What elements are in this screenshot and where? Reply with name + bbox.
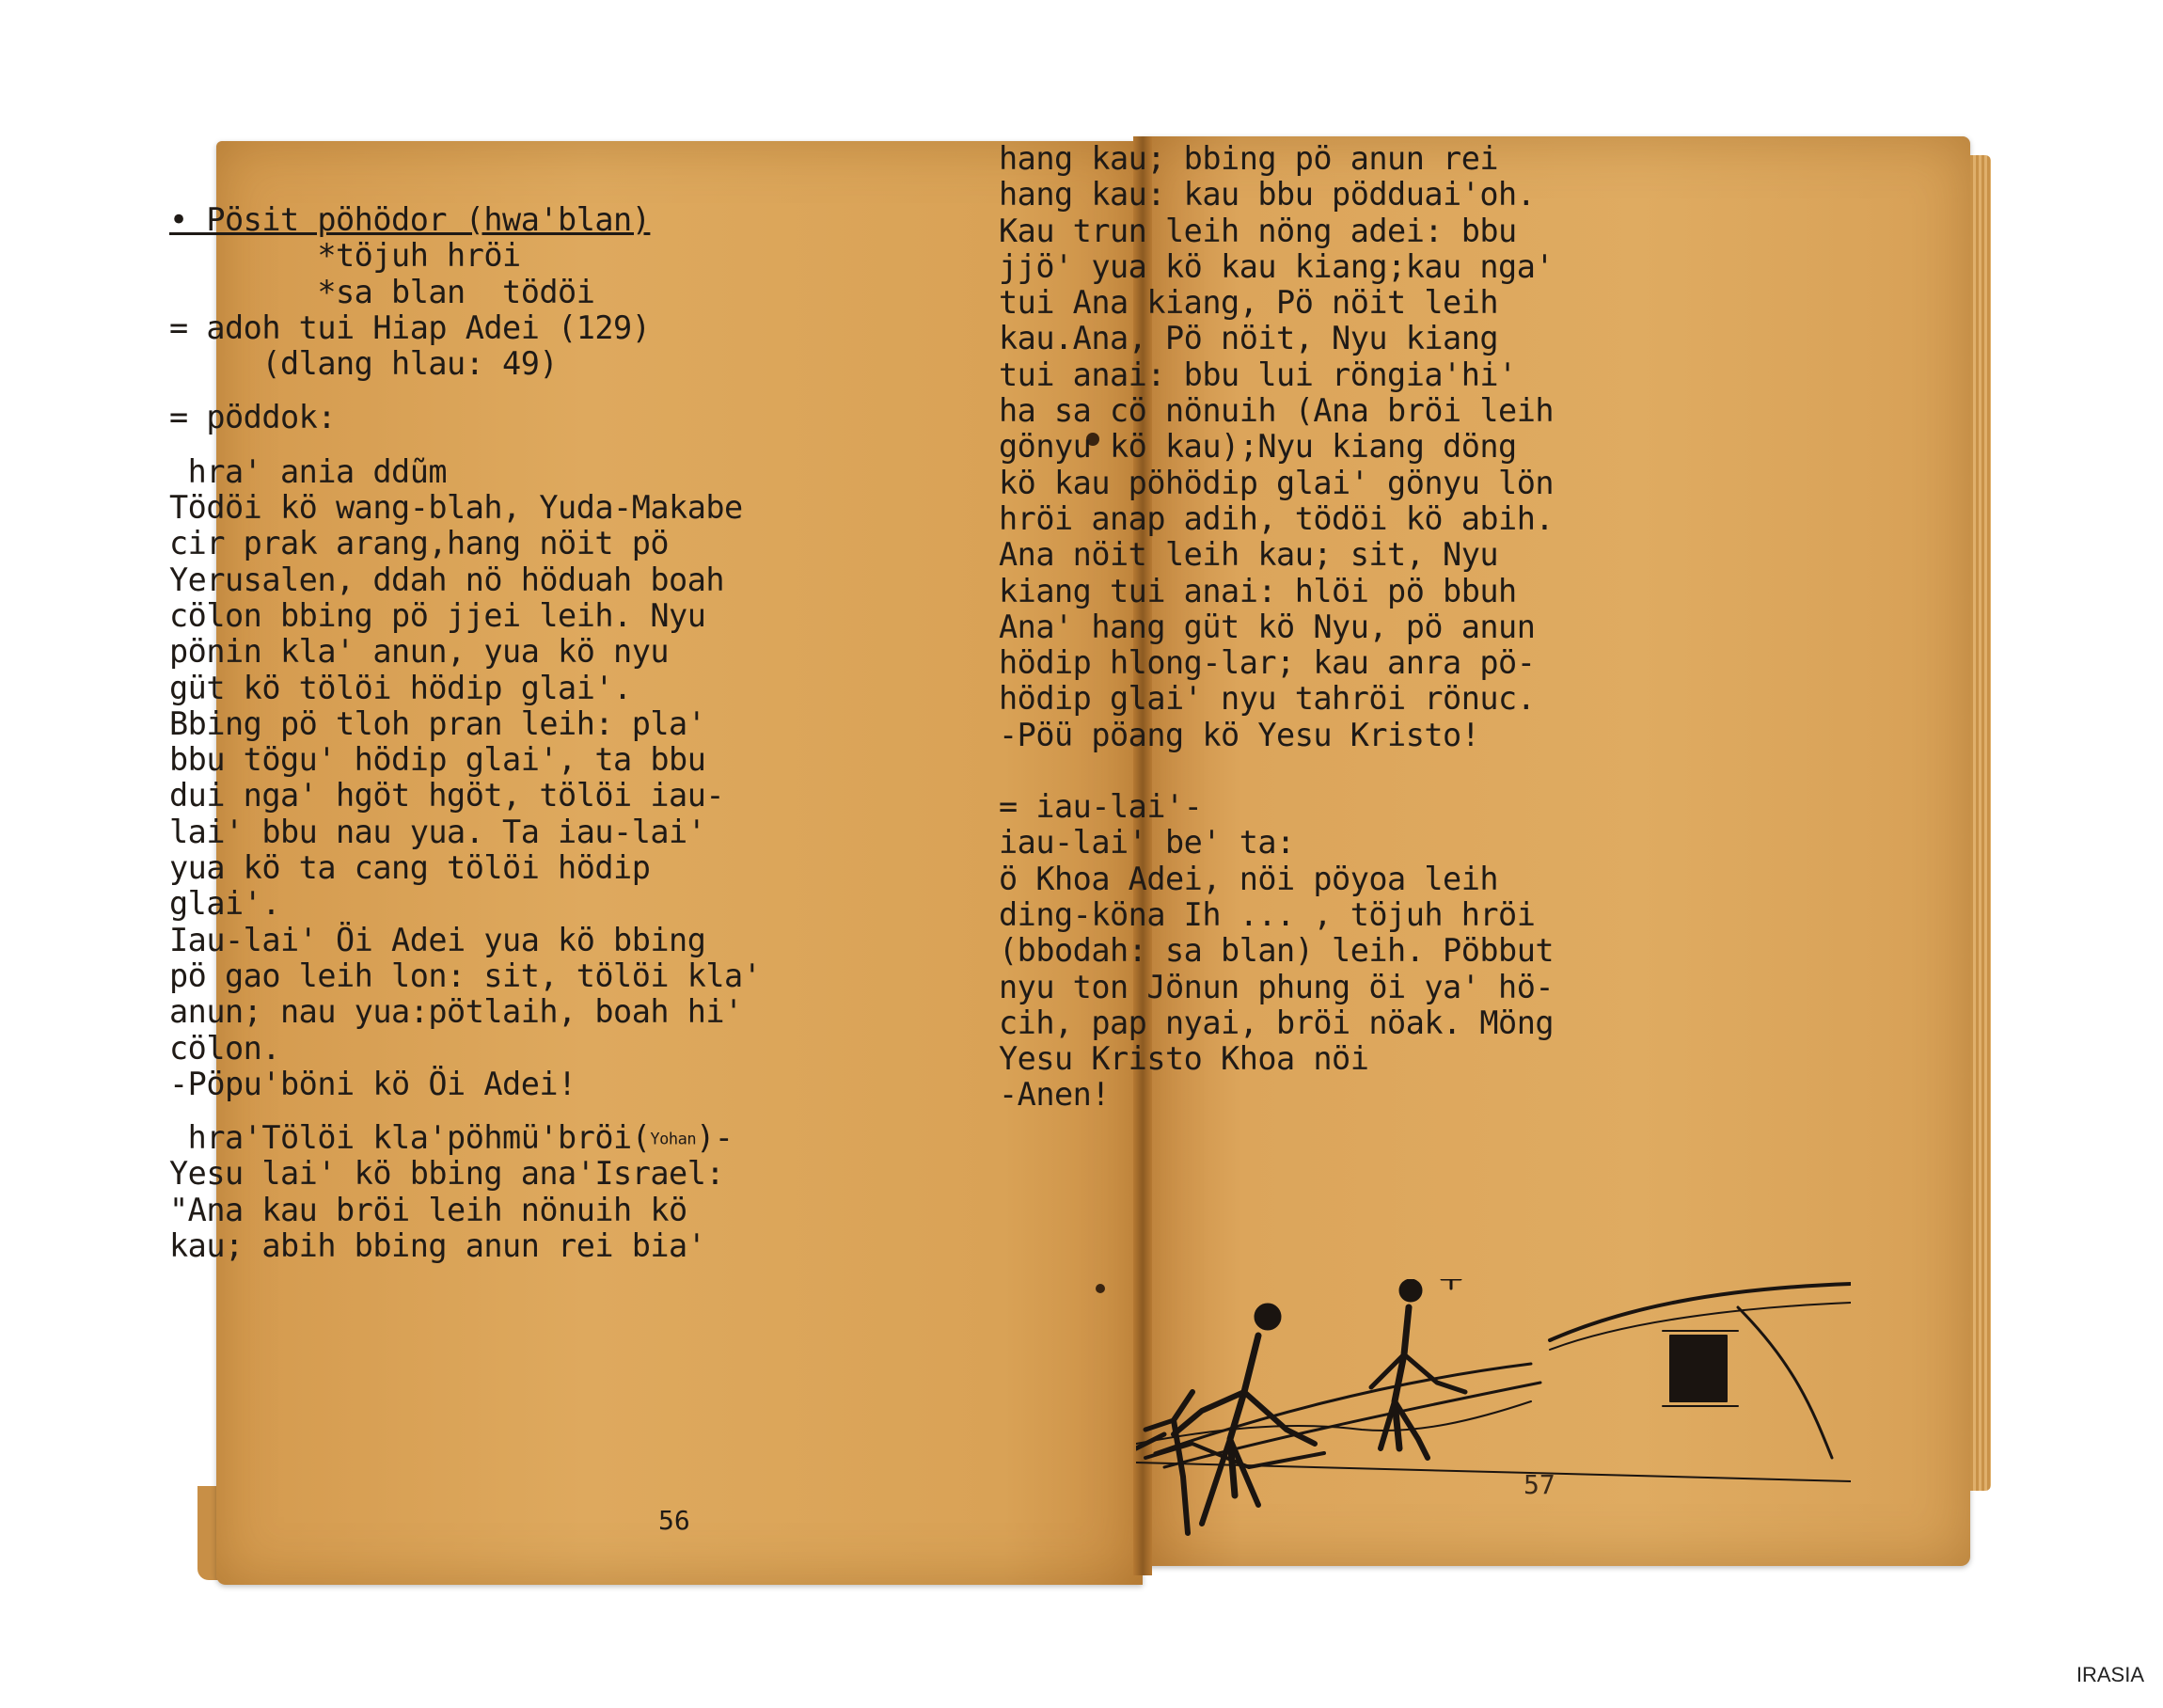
right-text-line: kö kau pöhödip glai' gönyu lön [999, 464, 1555, 501]
left-text-line: = pöddok: [169, 399, 337, 436]
left-text-line: bbu tögu' hödip glai', ta bbu [169, 741, 706, 779]
page-number-right: 57 [1524, 1469, 1555, 1500]
left-text-line: glai'. [169, 885, 281, 923]
left-text-line: anun; nau yua:pötlaih, boah hi' [169, 993, 743, 1031]
small-typed-tag: Yohan [650, 1130, 697, 1149]
right-text-line: hödip glai' nyu tahröi rönuc. [999, 680, 1536, 718]
right-text-line: Ana nöit leih kau; sit, Nyu [999, 536, 1499, 574]
right-text-line: jjö' yua kö kau kiang;kau nga' [999, 247, 1555, 285]
right-text-line: hang kau; bbing pö anun rei [999, 140, 1499, 177]
left-text-line: *töjuh hröi [169, 237, 521, 275]
page-number-left: 56 [658, 1505, 690, 1536]
left-text-line: Yerusalen, ddah nö höduah boah [169, 561, 725, 598]
right-page-text [999, 141, 1554, 1114]
right-text-line: hröi anap adih, tödöi kö abih. [999, 499, 1555, 537]
left-text-line: cölon bbing pö jjei leih. Nyu [169, 596, 706, 634]
right-text-line: ha sa cö nönuih (Ana bröi leih [999, 392, 1555, 430]
left-text-line: = adoh tui Hiap Adei (129) [169, 308, 651, 346]
right-text-line: tui anai: bbu lui röngia'hi' [999, 356, 1517, 393]
right-text-line [999, 771, 1554, 789]
left-text-line: *sa blan tödöi [169, 273, 595, 310]
left-text-line: Tödöi kö wang-blah, Yuda-Makabe [169, 489, 743, 527]
left-text-line: Bbing pö tloh pran leih: pla' [169, 704, 706, 742]
left-text-line: hra'Tölöi kla'pöhmü'bröi(Yohan)- [169, 1119, 734, 1157]
right-text-line: Yesu Kristo Khoa nöi [999, 1040, 1369, 1078]
right-text-line: ding-köna Ih ... , töjuh hröi [999, 895, 1536, 933]
left-text-line: • Pösit pöhödor (hwa'blan) [169, 201, 651, 238]
left-page-text [169, 202, 761, 1264]
right-text-line: ö Khoa Adei, nöi pöyoa leih [999, 860, 1499, 897]
left-text-line: Iau-lai' Öi Adei yua kö bbing [169, 921, 706, 958]
left-text-line: cir prak arang,hang nöit pö [169, 525, 670, 562]
right-text-line: hang kau: kau bbu pödduai'oh. [999, 176, 1536, 214]
right-text-line: cih, pap nyai, bröi nöak. Möng [999, 1004, 1555, 1041]
right-text-line: tui Ana kiang, Pö nöit leih [999, 284, 1499, 322]
left-text-line: pö gao leih lon: sit, tölöi kla' [169, 957, 762, 994]
right-text-line: nyu ton Jönun phung öi ya' hö- [999, 968, 1555, 1005]
left-text-line [169, 436, 761, 454]
binding-hole [1096, 1284, 1105, 1293]
credit-label: IRASIA [2076, 1663, 2144, 1686]
right-text-line: -Pöü pöang kö Yesu Kristo! [999, 716, 1480, 753]
left-text-line: güt kö tölöi hödip glai'. [169, 669, 632, 706]
left-text-line: Yesu lai' kö bbing ana'Israel: [169, 1155, 725, 1193]
right-text-line: iau-lai' be' ta: [999, 824, 1295, 862]
right-text-line: kau.Ana, Pö nöit, Nyu kiang [999, 320, 1499, 357]
right-text-line: hödip hlong-lar; kau anra pö- [999, 644, 1536, 682]
left-text-line: lai' bbu nau yua. Ta iau-lai' [169, 813, 706, 850]
left-text-line: pönin kla' anun, yua kö nyu [169, 633, 670, 671]
left-text-line: yua kö ta cang tölöi hödip [169, 849, 651, 887]
right-text-line: -Anen! [999, 1076, 1111, 1114]
right-text-line: gönyu kö kau);Nyu kiang döng [999, 428, 1517, 466]
right-page-stack-edge [1970, 155, 1991, 1491]
right-text-line: = iau-lai'- [999, 788, 1203, 826]
right-text-line: kiang tui anai: hlöi pö bbuh [999, 572, 1517, 609]
left-text-line: dui nga' hgöt hgöt, tölöi iau- [169, 777, 725, 814]
left-text-line: (dlang hlau: 49) [169, 345, 559, 383]
left-text-line: kau; abih bbing anun rei bia' [169, 1227, 706, 1265]
left-text-line [169, 1102, 761, 1120]
left-text-line: "Ana kau bröi leih nönuih kö [169, 1191, 687, 1228]
left-text-line: hra' ania ddũm [169, 452, 448, 490]
right-text-line: Kau trun leih nöng adei: bbu [999, 212, 1517, 249]
left-text-line: -Pöpu'böni kö Öi Adei! [169, 1065, 576, 1102]
right-text-line: (bbodah: sa blan) leih. Pöbbut [999, 932, 1555, 970]
left-text-line [169, 382, 761, 400]
ink-illustration [1136, 1279, 1851, 1561]
left-text-line: cölon. [169, 1029, 281, 1067]
right-text-line [999, 753, 1554, 771]
right-text-line: Ana' hang güt kö Nyu, pö anun [999, 608, 1536, 645]
